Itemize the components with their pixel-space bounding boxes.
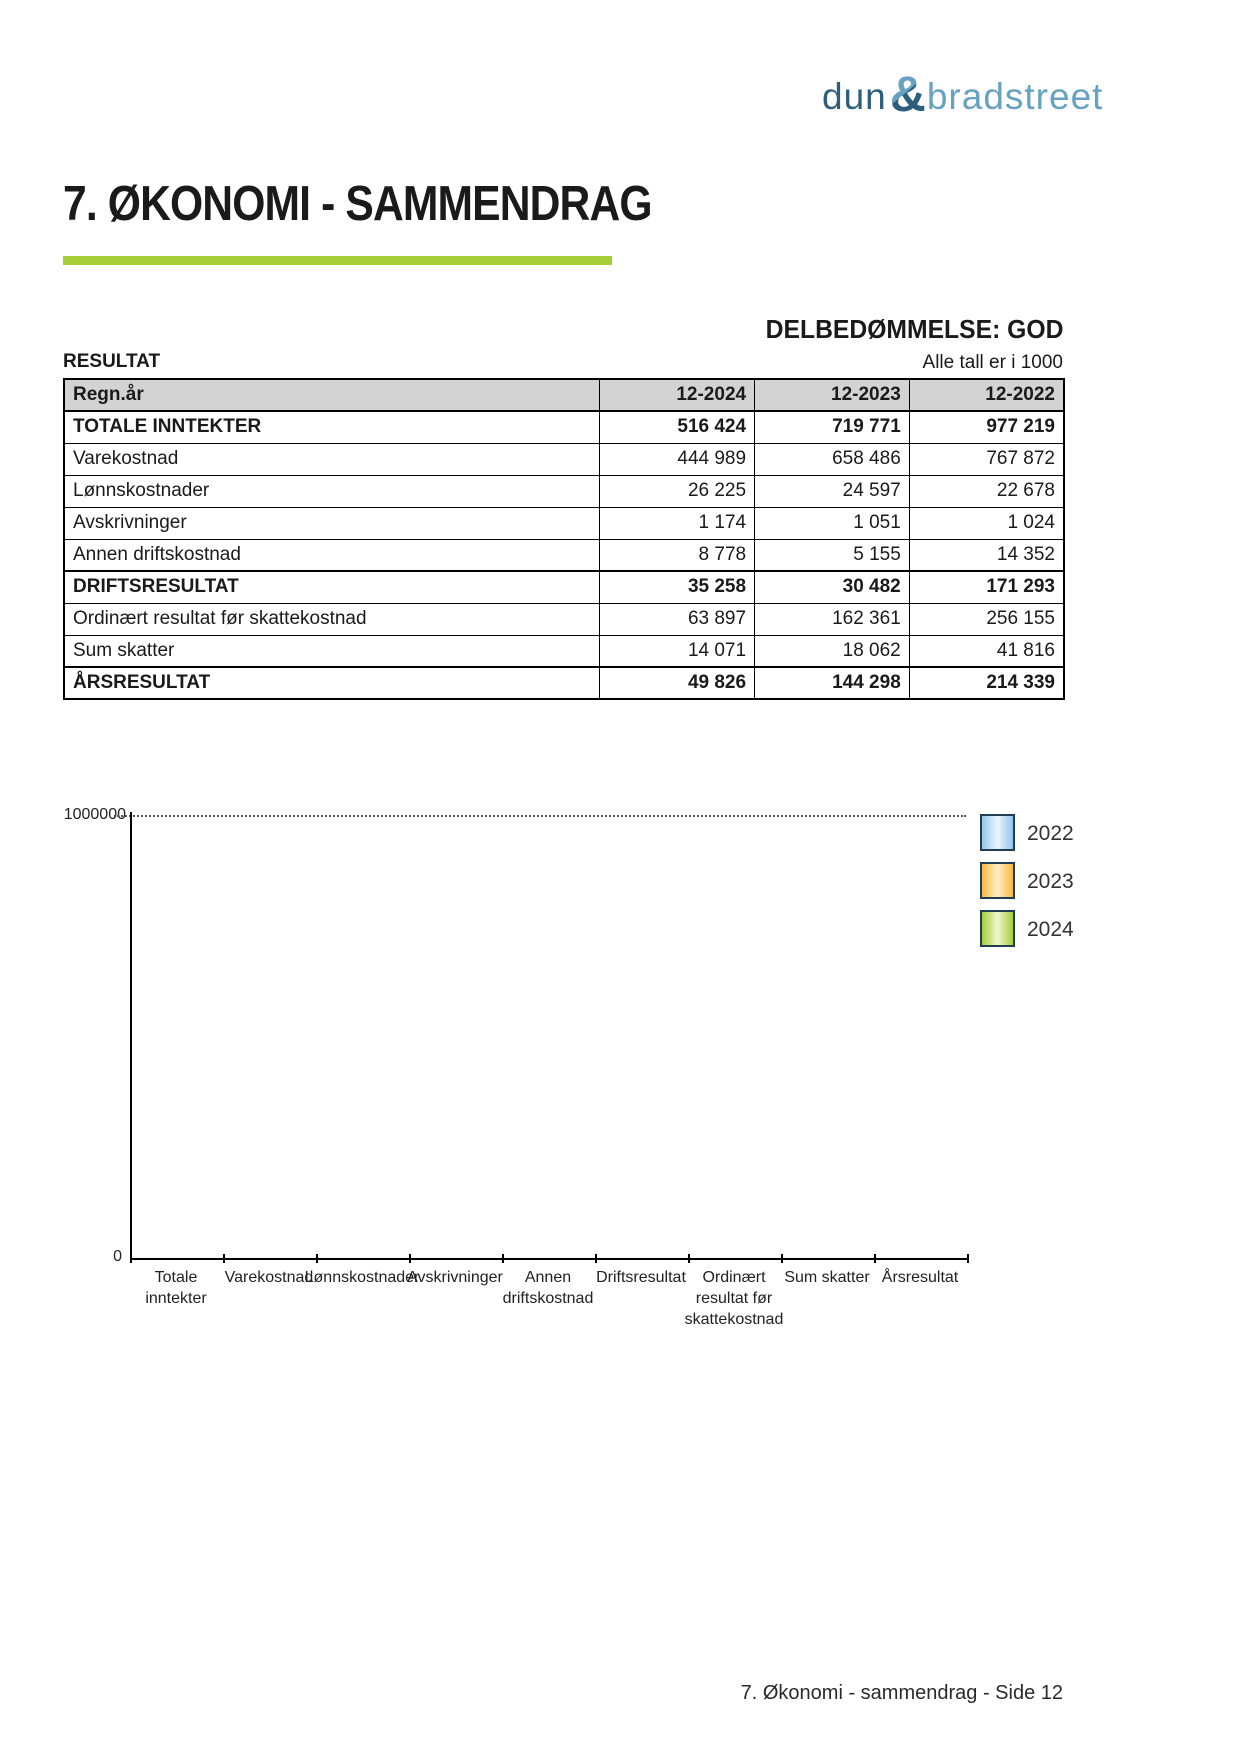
column-header-12-2022: 12-2022 — [909, 379, 1064, 411]
x-axis-label: Sum skatter — [784, 1269, 870, 1286]
table-row — [64, 635, 1064, 667]
x-axis-label: Ordinært resultat før skattekostnad — [684, 1269, 784, 1328]
table-row — [64, 475, 1064, 507]
x-axis-line — [130, 1258, 969, 1260]
row-label: ÅRSRESULTAT — [64, 667, 600, 699]
x-axis-label: Driftsresultat — [596, 1269, 686, 1286]
table-row — [64, 603, 1064, 635]
row-label: Lønnskostnader — [64, 475, 600, 507]
row-value: 63 897 — [600, 603, 755, 635]
column-header-12-2024: 12-2024 — [600, 379, 755, 411]
row-label: Varekostnad — [64, 443, 600, 475]
row-value: 444 989 — [600, 443, 755, 475]
x-axis-tick — [874, 1254, 876, 1263]
y-axis-line — [130, 812, 132, 1260]
row-value: 719 771 — [755, 411, 910, 443]
x-axis-label: Totale inntekter — [145, 1269, 207, 1307]
row-value: 144 298 — [755, 667, 910, 699]
x-axis-tick — [316, 1254, 318, 1263]
row-label: Annen driftskostnad — [64, 539, 600, 571]
row-value: 256 155 — [909, 603, 1064, 635]
legend-label-2023: 2023 — [1027, 870, 1074, 893]
row-label: DRIFTSRESULTAT — [64, 571, 600, 603]
result-section-label: RESULTAT — [63, 351, 161, 372]
row-value: 977 219 — [909, 411, 1064, 443]
legend-label-2022: 2022 — [1027, 822, 1074, 845]
row-value: 1 051 — [755, 507, 910, 539]
row-label: Sum skatter — [64, 635, 600, 667]
table-row — [64, 411, 1064, 443]
table-row — [64, 667, 1064, 699]
x-axis-label: Lønnskostnader — [304, 1269, 420, 1286]
x-axis-tick — [223, 1254, 225, 1263]
row-value: 41 816 — [909, 635, 1064, 667]
table-row — [64, 507, 1064, 539]
logo-text-bradstreet: bradstreet — [926, 76, 1104, 117]
row-value: 30 482 — [755, 571, 910, 603]
row-value: 49 826 — [600, 667, 755, 699]
table-row — [64, 571, 1064, 603]
gridline-1000000 — [114, 815, 966, 817]
x-axis-label: Årsresultat — [881, 1269, 959, 1286]
assessment-label: DELBEDØMMELSE: GOD — [765, 314, 1063, 344]
x-axis-tick — [688, 1254, 690, 1263]
row-label: Ordinært resultat før skattekostnad — [64, 603, 600, 635]
row-value: 1 174 — [600, 507, 755, 539]
x-axis-label: Avskrivninger — [407, 1269, 503, 1286]
title-accent-bar — [63, 256, 612, 265]
row-value: 658 486 — [755, 443, 910, 475]
row-value: 516 424 — [600, 411, 755, 443]
row-value: 171 293 — [909, 571, 1064, 603]
row-value: 162 361 — [755, 603, 910, 635]
legend-label-2024: 2024 — [1027, 918, 1074, 941]
legend-swatch-2024 — [980, 910, 1015, 947]
row-value: 14 071 — [600, 635, 755, 667]
financial-table — [63, 378, 1065, 700]
units-note: Alle tall er i 1000 — [922, 352, 1063, 373]
row-label: Avskrivninger — [64, 507, 600, 539]
ampersand-icon: & — [889, 66, 926, 122]
x-axis-tick — [595, 1254, 597, 1263]
row-value: 24 597 — [755, 475, 910, 507]
x-axis-label: Annen driftskostnad — [502, 1269, 594, 1307]
row-value: 22 678 — [909, 475, 1064, 507]
row-value: 214 339 — [909, 667, 1064, 699]
row-value: 5 155 — [755, 539, 910, 571]
y-axis-tick-zero: 0 — [113, 1248, 122, 1265]
y-axis-tick-max: 1000000 — [63, 806, 126, 823]
row-value: 14 352 — [909, 539, 1064, 571]
x-axis-tick — [967, 1254, 969, 1263]
x-axis-tick — [781, 1254, 783, 1263]
row-value: 26 225 — [600, 475, 755, 507]
column-header-regnar: Regn.år — [64, 379, 600, 411]
page-title: 7. ØKONOMI - SAMMENDRAG — [63, 177, 652, 231]
x-axis-tick — [409, 1254, 411, 1263]
x-axis-tick — [502, 1254, 504, 1263]
x-axis-tick — [130, 1254, 132, 1263]
logo-text-dun: dun — [822, 76, 887, 117]
row-value: 35 258 — [600, 571, 755, 603]
table-header-row — [64, 379, 1064, 411]
x-axis-label: Varekostnad — [224, 1269, 314, 1286]
page-footer: 7. Økonomi - sammendrag - Side 12 — [740, 1682, 1063, 1704]
column-header-12-2023: 12-2023 — [755, 379, 910, 411]
row-label: TOTALE INNTEKTER — [64, 411, 600, 443]
row-value: 767 872 — [909, 443, 1064, 475]
row-value: 8 778 — [600, 539, 755, 571]
legend-swatch-2023 — [980, 862, 1015, 899]
table-row — [64, 539, 1064, 571]
row-value: 1 024 — [909, 507, 1064, 539]
row-value: 18 062 — [755, 635, 910, 667]
legend-swatch-2022 — [980, 814, 1015, 851]
dun-bradstreet-logo — [822, 66, 1104, 124]
table-row — [64, 443, 1064, 475]
